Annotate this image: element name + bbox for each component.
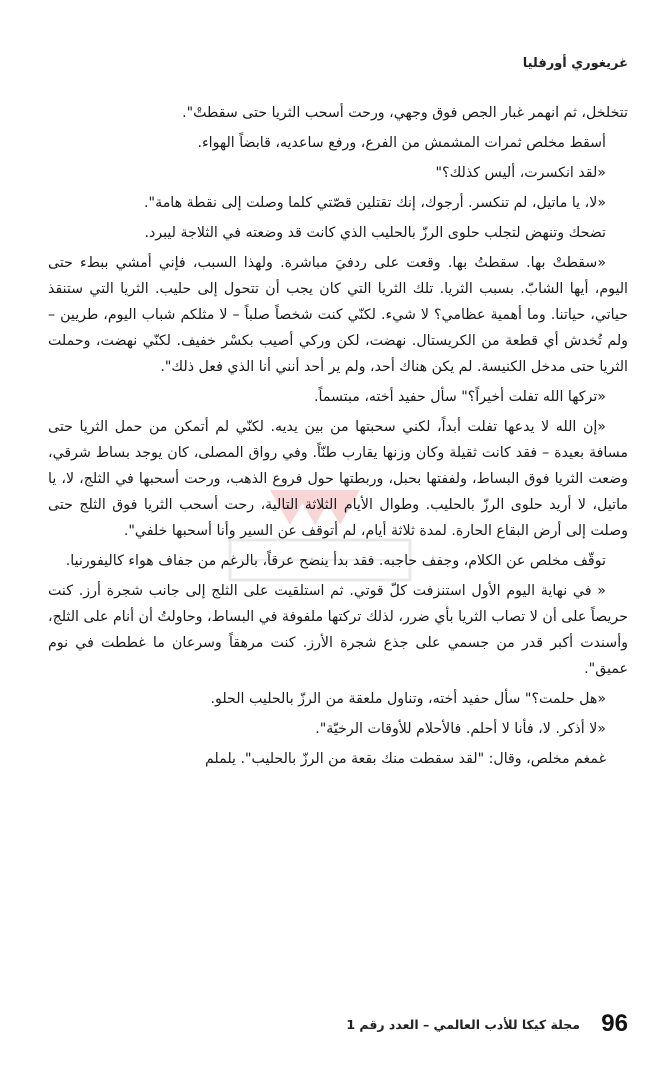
paragraph: توقّف مخلص عن الكلام، وجفف حاجبه. فقد بدأ ينضح عرقاً، بالرغم من جفاف هواء كاليفورنيا. [65,553,606,569]
paragraph: «تركها الله تفلت أخيراً؟" سأل حفيد أخته، مبتسماً. [313,389,606,405]
paragraph: «إن الله لا يدعها تفلت أبداً، لكني سحبتها من بين يديه. لكنّي لم أتمكن من حمل الثريا حتى مسافة بعيدة – فقد كانت ثقيلة وكان وزنها يقارب طنّاً. وفي رواق المصلى، كان يوجد بساط شرقي، وضعت الثريا فوق البساط، ولففتها بحبل، وربطتها حول فروع الذهب، ورحت أسحبها في الثلج، لا، يا ماتيل، لا أريد حلوى الرزّ بالحليب. وطوال الأيام الثلاثة التالية، رحت أسحب الثريا فوق الثلج حتى وصلت إلى أرض البقاع الحارة. لمدة ثلاثة أيام، لم أتوقف عن السير وأنا أسحبها خلفي". [48,419,628,539]
paragraph: «هل حلمت؟" سأل حفيد أخته، وتناول ملعقة من الرزّ بالحليب الحلو. [210,691,606,707]
article-body [48,100,628,776]
page-number: 96 [601,1010,628,1037]
paragraph: أسقط مخلص ثمرات المشمش من الفرع، ورفع ساعديه، قابضاً الهواء. [197,135,606,151]
paragraph: تضحك وتنهض لتجلب حلوى الرزّ بالحليب الذي كانت قد وضعته في الثلاجة ليبرد. [144,225,606,241]
paragraph: غمغم مخلص، وقال: "لقد سقطت منك بقعة من الرزّ بالحليب". يلملم [204,751,606,767]
paragraph: «لقد انكسرت، أليس كذلك؟" [435,165,606,181]
journal-title: مجلة كيكا للأدب العالمي – العدد رقم 1 [346,1017,580,1032]
running-head-author: غريغوري أورفليا [522,56,628,71]
paragraph: « في نهاية اليوم الأول استنزفت كلّ قوتي. ثم استلقيت على الثلج إلى جانب شجرة أرز. كنت حريصاً على أن لا تصاب الثريا بأي ضرر، لذلك تركتها ملفوفة في البساط، وحاولتُ أن أنام على الثلج، وأسندت أكبر قدر من جسمي على جذع شجرة الأرز. كنت مرهقاً وسرعان ما غططت في نوم عميق". [48,583,628,677]
page-footer [28,1010,628,1040]
paragraph: «لا أذكر. لا، فأنا لا أحلم. فالأحلام للأوقات الرخيّة". [315,721,606,737]
paragraph: «سقطتْ بها. سقطتُ بها. وقعت على ردفيَ مباشرة. ولهذا السبب، فإني أمشي ببطء حتى اليوم، أيها الشابّ. بسبب الثريا. تلك الثريا التي كان يجب أن تتحول إلى حليب. الثريا التي ستنقذ حياتي، حياتنا. وما أهمية عظامي؟ لا شيء. لكنّي كنت شخصاً صلباً – لا مثلكم شباب اليوم، طريين – ولم تُخدش أي قطعة من الكريستال. نهضت، لكن وركي أصيب بكسْر خفيف. لكنّي نهضت، وحملت الثريا حتى مدخل الكنيسة. لم يكن هناك أحد، ولم ير أحد أنني أنا الذي فعل ذلك". [48,255,628,375]
paragraph: تتخلخل، ثم انهمر غبار الجص فوق وجهي، ورحت أسحب الثريا حتى سقطتْ". [182,105,628,121]
paragraph: «لا، يا ماتيل، لم تنكسر. أرجوك، إنك تقتلين قصّتي كلما وصلت إلى نقطة هامة". [144,195,606,211]
